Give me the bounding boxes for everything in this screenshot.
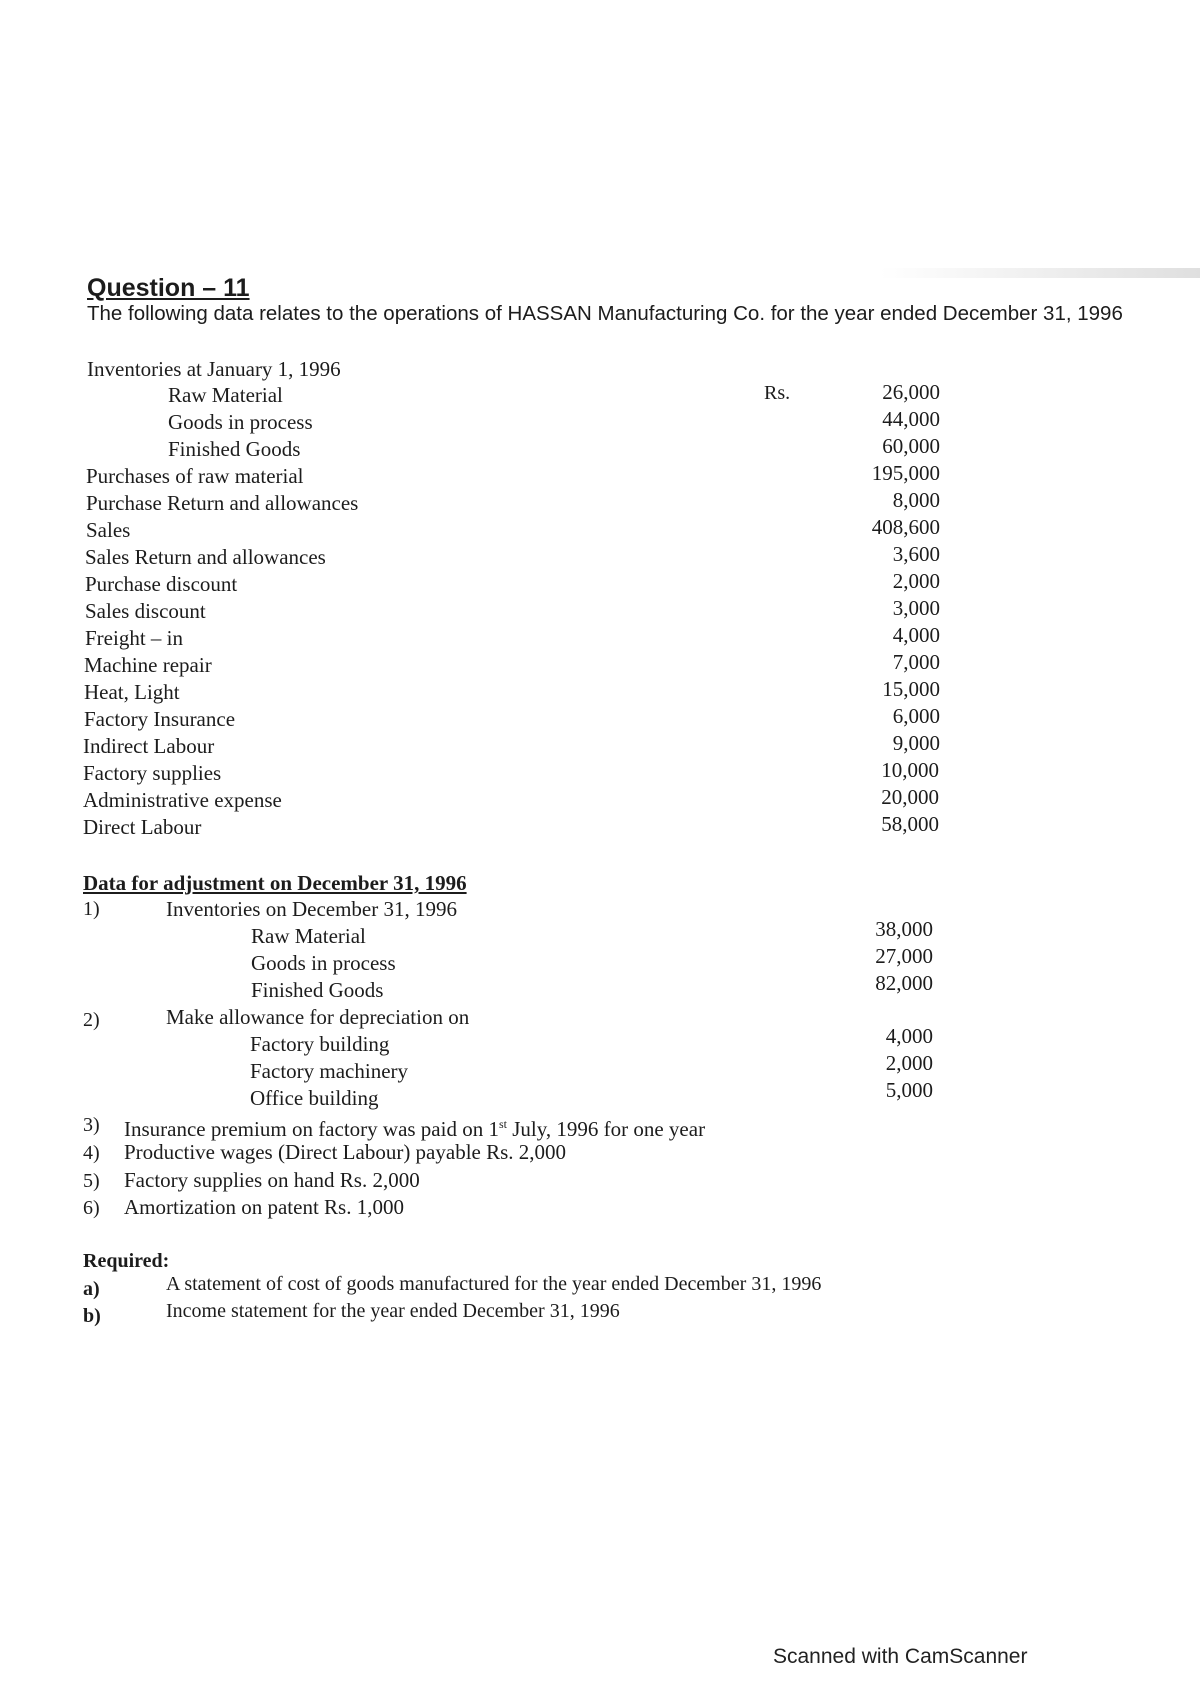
depreciation-factory-building-label: Factory building [250,1032,390,1056]
adjustment-amortization-text: Amortization on patent Rs. 1,000 [124,1195,404,1219]
account-value: 15,000 [882,677,940,701]
account-label: Purchases of raw material [86,464,304,488]
scan-shadow [880,268,1200,278]
opening-finished-goods-value: 60,000 [882,434,940,458]
account-label: Direct Labour [83,815,202,839]
closing-goods-in-process-label: Goods in process [251,951,396,975]
account-value: 8,000 [892,488,940,512]
account-value: 3,600 [892,542,940,566]
account-value: 195,000 [871,461,940,485]
opening-raw-material-value: 26,000 [882,380,940,404]
depreciation-office-building-value: 5,000 [885,1078,933,1102]
account-value: 58,000 [881,812,939,836]
closing-finished-goods-label: Finished Goods [251,978,384,1002]
required-index: b) [83,1305,101,1327]
account-label: Sales [86,518,131,542]
account-value: 2,000 [892,569,940,593]
depreciation-office-building-label: Office building [250,1086,379,1110]
depreciation-factory-machinery-value: 2,000 [885,1051,933,1075]
required-item-b: Income statement for the year ended December 31, 1996 [166,1300,620,1322]
account-label: Purchase discount [85,572,238,596]
account-label: Factory supplies [83,761,222,785]
adjustment-insurance-text: Insurance premium on factory was paid on 1st July, 1996 for one year [124,1117,706,1141]
closing-raw-material-label: Raw Material [251,924,366,948]
adjustment-index: 4) [83,1142,100,1164]
account-label: Factory Insurance [84,707,236,731]
account-label: Sales Return and allowances [85,545,326,569]
account-label: Purchase Return and allowances [86,491,359,515]
account-value: 6,000 [892,704,940,728]
opening-inventories-heading: Inventories at January 1, 1996 [87,357,341,381]
account-label: Sales discount [85,599,206,623]
currency-label: Rs. [764,382,791,404]
account-value: 10,000 [881,758,939,782]
opening-goods-in-process-value: 44,000 [882,407,940,431]
adjustment-index: 5) [83,1170,100,1192]
required-heading: Required: [83,1250,170,1272]
adjustment-supplies-text: Factory supplies on hand Rs. 2,000 [124,1168,420,1192]
question-intro: The following data relates to the operations of HASSAN Manufacturing Co. for the year ended December 31, 1996 [87,302,1123,325]
account-value: 20,000 [881,785,939,809]
opening-goods-in-process-label: Goods in process [168,410,313,434]
depreciation-factory-machinery-label: Factory machinery [250,1059,409,1083]
question-title: Question – 11 [87,274,250,302]
account-value: 9,000 [892,731,940,755]
adjustments-heading: Data for adjustment on December 31, 1996 [83,871,467,895]
opening-raw-material-label: Raw Material [168,383,283,407]
account-label: Administrative expense [83,788,282,812]
closing-raw-material-value: 38,000 [875,917,933,941]
scanner-watermark: Scanned with CamScanner [773,1645,1028,1668]
adjustment-index: 3) [83,1114,100,1136]
adjustment-index: 1) [83,898,100,920]
depreciation-heading: Make allowance for depreciation on [166,1005,470,1029]
account-label: Heat, Light [84,680,180,704]
adjustment-index: 2) [83,1009,100,1031]
required-item-a: A statement of cost of goods manufactured for the year ended December 31, 1996 [166,1273,822,1295]
account-value: 4,000 [892,623,940,647]
opening-finished-goods-label: Finished Goods [168,437,301,461]
account-value: 7,000 [892,650,940,674]
account-value: 3,000 [892,596,940,620]
account-label: Machine repair [84,653,212,677]
adjustment-index: 6) [83,1197,100,1219]
required-index: a) [83,1278,100,1300]
closing-finished-goods-value: 82,000 [875,971,933,995]
account-label: Indirect Labour [83,734,215,758]
account-value: 408,600 [871,515,940,539]
closing-goods-in-process-value: 27,000 [875,944,933,968]
account-label: Freight – in [85,626,183,650]
closing-inventories-heading: Inventories on December 31, 1996 [166,897,457,921]
depreciation-factory-building-value: 4,000 [885,1024,933,1048]
adjustment-wages-text: Productive wages (Direct Labour) payable Rs. 2,000 [124,1140,567,1164]
